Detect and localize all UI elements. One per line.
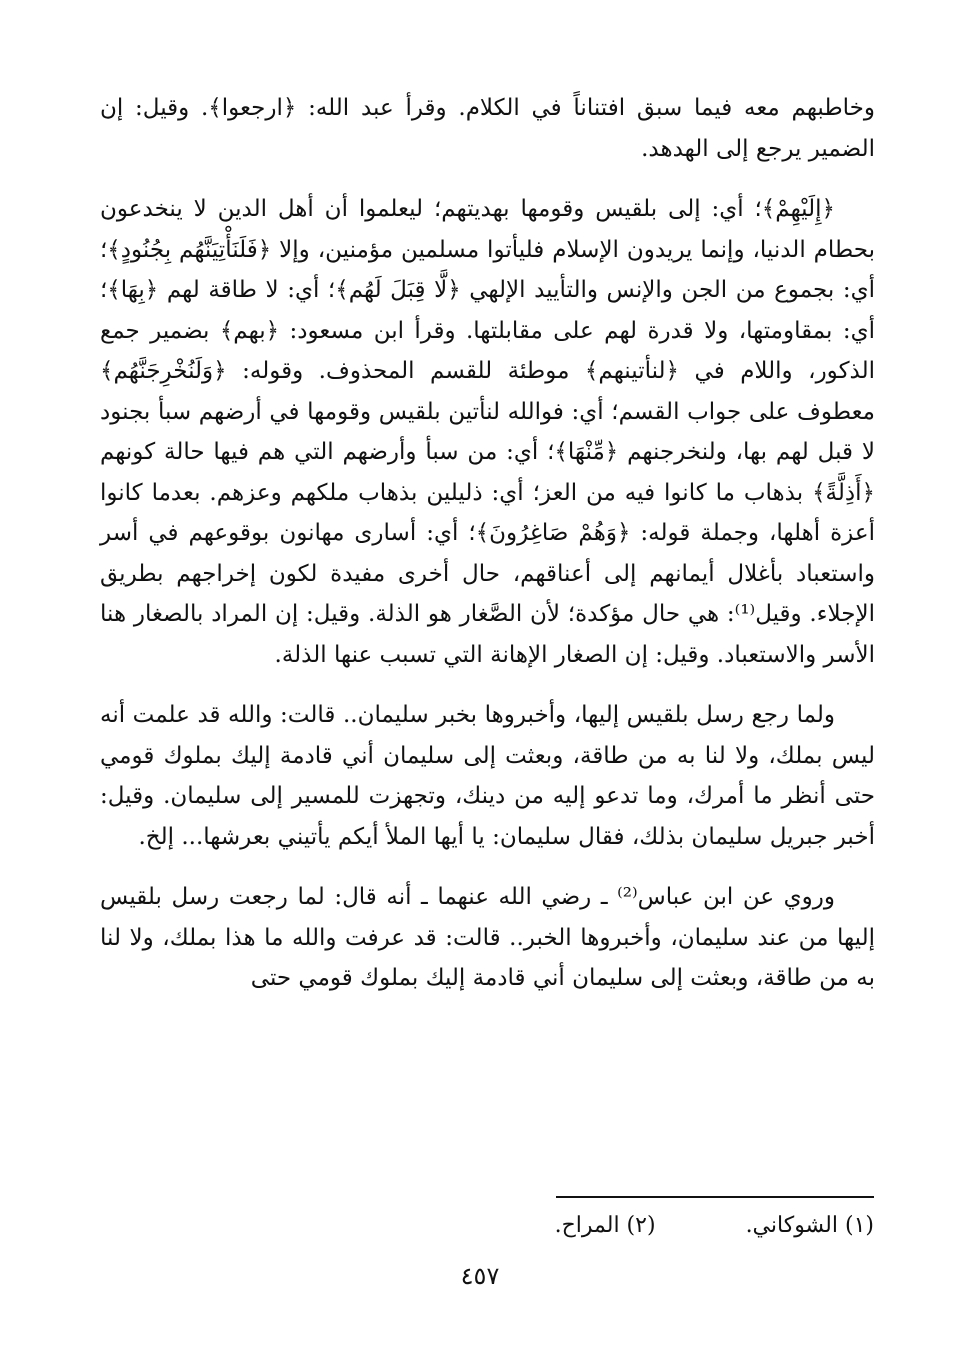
page-number: ٤٥٧	[460, 1262, 500, 1290]
main-text	[100, 88, 875, 999]
paragraph-2: ﴿إِلَيْهِمْ﴾؛ أي: إلى بلقيس وقومها بهديتهم؛ ليعلموا أن أهل الدين لا ينخدعون بحطام الدنيا، وإنما يريدون الإسلام فليأتوا مسلمين مؤمنين، وإلا ﴿فَلَنَأْتِيَنَّهُم بِجُنُودٍ﴾؛ أي: بجموع من الجن والإنس والتأييد الإلهي ﴿لَّا قِبَلَ لَهُم﴾؛ أي: لا طاقة لهم ﴿بِهَا﴾؛ أي: بمقاومتها، ولا قدرة لهم على مقابلتها. وقرأ ابن مسعود: ﴿بهم﴾ بضمير جمع الذكور، واللام في ﴿لنأتينهم﴾ موطئة للقسم المحذوف. وقوله: ﴿وَلَنُخْرِجَنَّهُم﴾ معطوف على جواب القسم؛ أي: فوالله لنأتين بلقيس وقومها في أرضهم سبأ بجنود لا قبل لهم بها، ولنخرجنهم ﴿مِّنْهَا﴾؛ أي: من سبأ وأرضهم التي هم فيها حالة كونهم ﴿أَذِلَّةً﴾ بذهاب ما كانوا فيه من العز؛ أي: ذليلين بذهاب ملكهم وعزهم. بعدما كانوا أعزة أهلها، وجملة قوله: ﴿وَهُمْ صَاغِرُونَ﴾؛ أي: أسارى مهانون بوقوعهم في أسر واستعباد بأغلال أيمانهم إلى أعناقهم، حال أخرى مفيدة لكون إخراجهم بطريق الإجلاء. وقيل⁽¹⁾: هي حال مؤكدة؛ لأن الصَّغار هو الذلة. وقيل: إن المراد بالصغار هنا الأسر والاستعباد. وقيل: إن الصغار الإهانة التي تسبب عنها الذلة.	[100, 196, 875, 668]
footnotes	[99, 1210, 874, 1242]
paragraph-4: وروي عن ابن عباس⁽²⁾ ـ رضي الله عنهما ـ أنه قال: لما رجعت رسل بلقيس إليها من عند سليمان، وأخبروها الخبر.. قالت: قد عرفت والله ما هذا بملك، ولا لنا به من طاقة، وبعثت إلى سليمان أني قادمة إليك بملوك قومي حتى	[100, 884, 875, 991]
footnote-separator	[556, 1196, 874, 1198]
footnote-1: (١) الشوكاني.	[745, 1213, 874, 1238]
paragraph-1: وخاطبهم معه فيما سبق افتناناً في الكلام. وقرأ عبد الله: ﴿ارجعوا﴾. وقيل: إن الضمير يرجع إلى الهدهد.	[100, 95, 875, 162]
footnote-2: (٢) المراح.	[554, 1213, 656, 1238]
paragraph-3: ولما رجع رسل بلقيس إليها، وأخبروها بخبر سليمان.. قالت: والله قد علمت أنه ليس بملك، ولا لنا به من طاقة، وبعثت إلى سليمان أني قادمة إليك بملوك قومي حتى أنظر ما أمرك، وما تدعو إليه من دينك، وتجهزت للمسير إلى سليمان. وقيل: أخبر جبريل سليمان بذلك، فقال سليمان: يا أيها الملأ أيكم يأتيني بعرشها... إلخ.	[100, 702, 875, 850]
